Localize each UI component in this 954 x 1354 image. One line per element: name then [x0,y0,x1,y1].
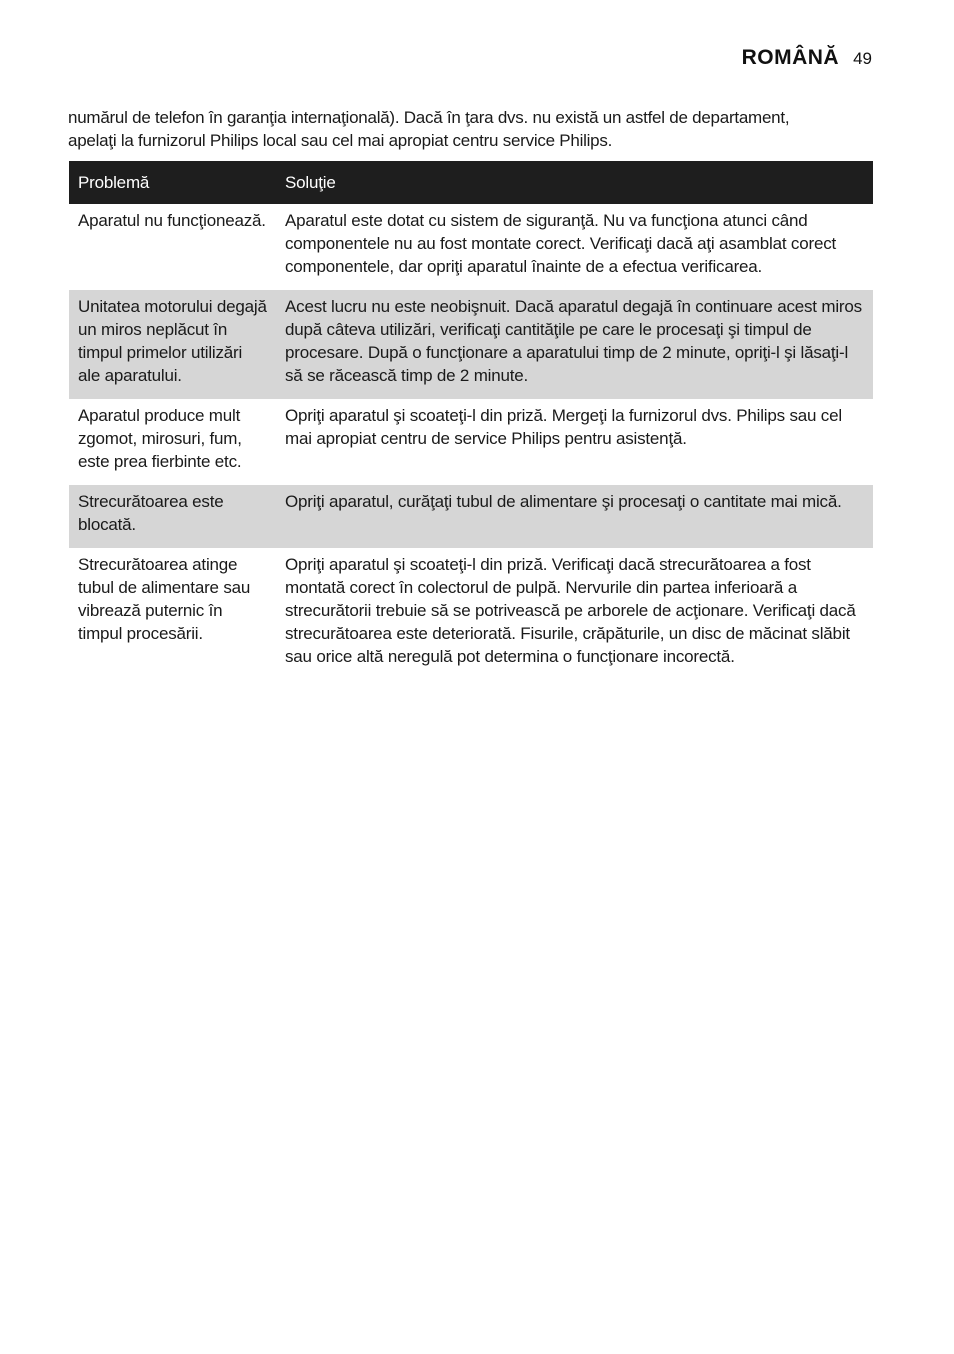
problem-cell: Strecurătoarea atinge tubul de alimentare sau vibrează puternic în timpul procesării. [78,555,251,643]
table-row [69,485,873,548]
language-title: ROMÂNĂ [741,46,840,69]
problem-cell: Unitatea motorului degajă un miros neplăcut în timpul primelor utilizări ale aparatului. [69,290,276,399]
intro-line-1: numărul de telefon în garanţia internaţională). Dacă în ţara dvs. nu există un astfel de departament, [68,108,790,127]
problem-cell: Strecurătoarea este blocată. [69,485,276,548]
page-number: 49 [853,49,872,68]
table-row [69,204,873,290]
problem-cell: Aparatul produce mult zgomot, mirosuri, fum, este prea fierbinte etc. [78,406,242,471]
solution-cell: Opriţi aparatul şi scoateţi-l din priză. Mergeţi la furnizorul dvs. Philips sau cel mai apropiat centru de service Philips pentru asistenţă. [285,406,842,448]
table-row [69,548,873,680]
table-row [69,290,873,399]
intro-line-2: apelaţi la furnizorul Philips local sau cel mai apropiat centru service Philips. [68,130,613,150]
solution-cell: Acest lucru nu este neobişnuit. Dacă aparatul degajă în continuare acest miros după câteva utilizări, verificaţi cantităţile pe care le procesaţi şi timpul de procesare. După o funcţionare a aparatului timp de 2 minute, opriţi-l şi lăsaţi-l să se răcească timp de 2 minute. [276,290,873,399]
column-header-problem: Problemă [69,161,276,204]
solution-cell: Aparatul este dotat cu sistem de siguranţă. Nu va funcţiona atunci când componentele nu au fost montate corect. Verificaţi dacă aţi asamblat corect componentele, dar opriţi aparatul înainte de a efectua verificarea. [285,211,837,276]
table-header-row [69,161,873,204]
page-header [742,46,872,70]
column-header-solution: Soluţie [276,161,873,204]
intro-paragraph [68,107,868,152]
solution-cell: Opriţi aparatul, curăţaţi tubul de alimentare şi procesaţi o cantitate mai mică. [276,485,873,548]
table-row [69,399,873,485]
problem-cell: Aparatul nu funcţionează. [78,211,266,230]
solution-cell: Opriţi aparatul şi scoateţi-l din priză. Verificaţi dacă strecurătoarea a fost montată corect în colectorul de pulpă. Nervurile din partea inferioară a strecurătorii trebuie să se potrivească pe arborele de acţionare. Verificaţi dacă strecurătoarea este deteriorată. Fisurile, crăpăturile, un disc de măcinat slăbit sau orice altă neregulă pot determina o funcţionare incorectă. [285,555,856,666]
troubleshooting-table [69,161,873,680]
